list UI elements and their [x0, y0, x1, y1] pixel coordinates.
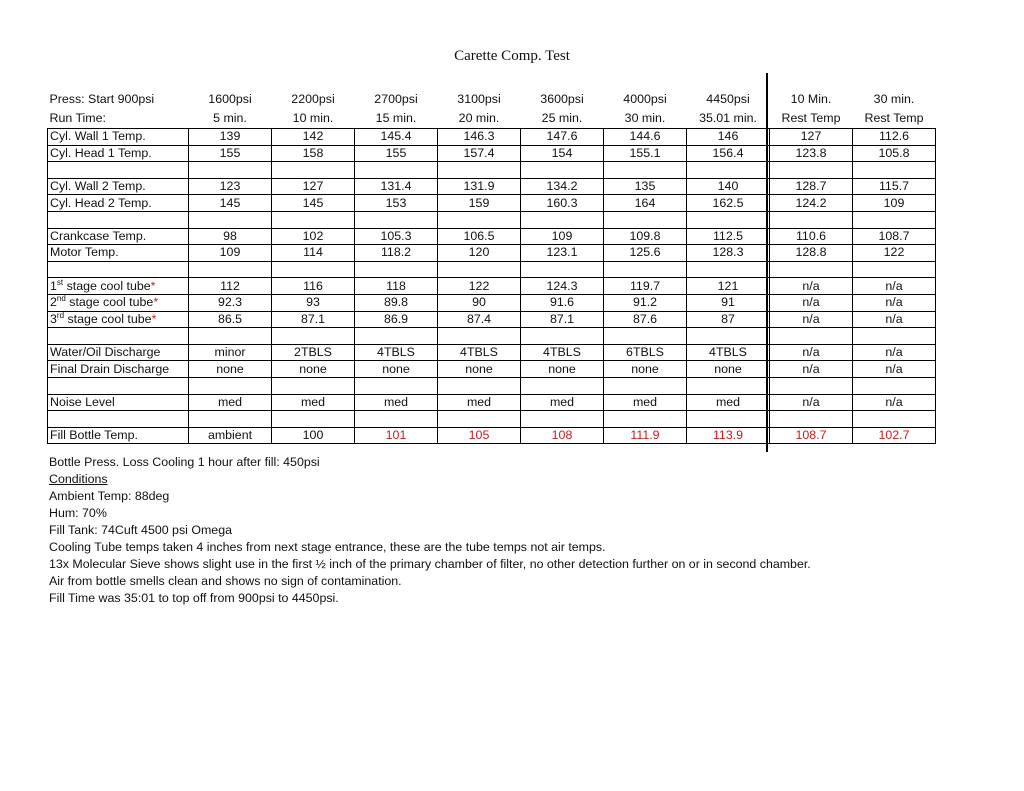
- table-cell: none: [438, 361, 521, 378]
- table-row: [48, 195, 936, 212]
- table-cell: med: [438, 394, 521, 411]
- table-cell: [853, 411, 936, 428]
- table-cell: [853, 377, 936, 394]
- table-cell: 158: [272, 145, 355, 162]
- table-cell: 100: [272, 427, 355, 444]
- table-cell: [604, 211, 687, 228]
- table-cell: 4TBLS: [521, 344, 604, 361]
- row-label: Cyl. Wall 2 Temp.: [48, 178, 189, 195]
- table-cell: 120: [438, 245, 521, 262]
- table-cell: [438, 261, 521, 278]
- table-cell: 102.7: [853, 427, 936, 444]
- table-cell: 121: [687, 278, 770, 295]
- row-label: Motor Temp.: [48, 245, 189, 262]
- row-label: Crankcase Temp.: [48, 228, 189, 245]
- table-cell: 155: [189, 145, 272, 162]
- table-row: [48, 427, 936, 444]
- note-line: Cooling Tube temps taken 4 inches from next stage entrance, these are the tube temps not air temps.: [49, 540, 606, 554]
- table-cell: med: [521, 394, 604, 411]
- table-cell: [355, 377, 438, 394]
- table-cell: 118: [355, 278, 438, 295]
- header-cell: 4000psi: [623, 92, 667, 106]
- table-cell: 153: [355, 195, 438, 212]
- table-cell: [521, 162, 604, 179]
- table-cell: n/a: [853, 294, 936, 311]
- table-cell: 112.5: [687, 228, 770, 245]
- row-label-text: stage cool tube: [63, 278, 151, 293]
- note-line: Fill Tank: 74Cuft 4500 psi Omega: [49, 523, 232, 537]
- table-cell: 146: [687, 129, 770, 146]
- table-cell: 112.6: [853, 129, 936, 146]
- table-cell: [355, 162, 438, 179]
- row-label-ordinal: nd: [56, 294, 66, 304]
- row-label: [48, 328, 189, 345]
- table-row: [48, 377, 936, 394]
- table-row: [48, 228, 936, 245]
- table-cell: 111.9: [604, 427, 687, 444]
- table-cell: 134.2: [521, 178, 604, 195]
- table-cell: [604, 162, 687, 179]
- table-cell: 124.2: [770, 195, 853, 212]
- table-cell: [853, 162, 936, 179]
- table-cell: 102: [272, 228, 355, 245]
- table-cell: [189, 328, 272, 345]
- header-cell: 3100psi: [457, 92, 501, 106]
- table-row: [48, 261, 936, 278]
- table-cell: [853, 328, 936, 345]
- table-cell: [189, 162, 272, 179]
- table-cell: [770, 211, 853, 228]
- table-cell: [438, 162, 521, 179]
- table-cell: n/a: [853, 311, 936, 328]
- table-cell: [521, 328, 604, 345]
- table-cell: 110.6: [770, 228, 853, 245]
- table-cell: [604, 377, 687, 394]
- table-cell: 87.4: [438, 311, 521, 328]
- table-row: [48, 294, 936, 311]
- table-cell: [272, 411, 355, 428]
- table-cell: n/a: [770, 361, 853, 378]
- header-label: Run Time:: [49, 111, 106, 125]
- header-cell: 20 min.: [458, 111, 500, 125]
- table-row: [48, 394, 936, 411]
- table-cell: [272, 211, 355, 228]
- table-cell: 125.6: [604, 245, 687, 262]
- table-cell: ambient: [189, 427, 272, 444]
- table-cell: 147.6: [521, 129, 604, 146]
- table-cell: [189, 261, 272, 278]
- table-cell: 116: [272, 278, 355, 295]
- table-cell: 124.3: [521, 278, 604, 295]
- table-cell: none: [604, 361, 687, 378]
- table-cell: 128.8: [770, 245, 853, 262]
- table-cell: [521, 377, 604, 394]
- table-cell: med: [604, 394, 687, 411]
- header-cell: 3600psi: [540, 92, 584, 106]
- row-label: [48, 377, 189, 394]
- table-cell: 135: [604, 178, 687, 195]
- table-cell: 128.3: [687, 245, 770, 262]
- table-row: [48, 311, 936, 328]
- row-label: Final Drain Discharge: [48, 361, 189, 378]
- table-cell: 92.3: [189, 294, 272, 311]
- table-cell: 139: [189, 129, 272, 146]
- table-cell: 109: [521, 228, 604, 245]
- row-label: Noise Level: [48, 394, 189, 411]
- header-cell: 25 min.: [541, 111, 583, 125]
- table-cell: 115.7: [853, 178, 936, 195]
- table-row: [48, 162, 936, 179]
- table-cell: [355, 411, 438, 428]
- table-cell: [272, 328, 355, 345]
- table-cell: [189, 211, 272, 228]
- header-cell: 30 min.: [624, 111, 666, 125]
- table-row: [48, 129, 936, 146]
- table-cell: 87.1: [272, 311, 355, 328]
- table-cell: 2TBLS: [272, 344, 355, 361]
- row-label: Cyl. Head 1 Temp.: [48, 145, 189, 162]
- table-cell: 106.5: [438, 228, 521, 245]
- table-cell: [272, 261, 355, 278]
- table-cell: 6TBLS: [604, 344, 687, 361]
- table-cell: none: [189, 361, 272, 378]
- table-cell: 142: [272, 129, 355, 146]
- table-cell: 108: [521, 427, 604, 444]
- table-cell: 155.1: [604, 145, 687, 162]
- table-cell: 127: [770, 129, 853, 146]
- row-label: [48, 261, 189, 278]
- table-cell: [438, 328, 521, 345]
- table-cell: 131.4: [355, 178, 438, 195]
- row-label: Water/Oil Discharge: [48, 344, 189, 361]
- table-cell: 145: [189, 195, 272, 212]
- table-cell: 144.6: [604, 129, 687, 146]
- table-cell: 118.2: [355, 245, 438, 262]
- table-cell: n/a: [853, 344, 936, 361]
- header-label: Press: Start 900psi: [49, 92, 155, 106]
- table-cell: 101: [355, 427, 438, 444]
- table-cell: [687, 162, 770, 179]
- table-cell: 114: [272, 245, 355, 262]
- table-cell: n/a: [770, 344, 853, 361]
- table-cell: 105: [438, 427, 521, 444]
- table-cell: n/a: [770, 311, 853, 328]
- document-title: Carette Comp. Test: [454, 48, 570, 64]
- footnote-asterisk: *: [151, 311, 157, 326]
- header-cell: 10 min.: [292, 111, 334, 125]
- table-cell: 128.7: [770, 178, 853, 195]
- table-cell: n/a: [853, 394, 936, 411]
- table-cell: [355, 211, 438, 228]
- table-cell: 127: [272, 178, 355, 195]
- table-cell: 108.7: [853, 228, 936, 245]
- table-cell: 113.9: [687, 427, 770, 444]
- table-cell: 109: [853, 195, 936, 212]
- table-cell: [272, 162, 355, 179]
- row-label: [48, 162, 189, 179]
- table-cell: 164: [604, 195, 687, 212]
- row-label-number: 1: [50, 278, 57, 293]
- table-cell: 105.8: [853, 145, 936, 162]
- table-cell: 145: [272, 195, 355, 212]
- table-cell: 160.3: [521, 195, 604, 212]
- note-line: Fill Time was 35:01 to top off from 900psi to 4450psi.: [49, 591, 339, 605]
- row-label: Cyl. Wall 1 Temp.: [48, 129, 189, 146]
- table-cell: 123.1: [521, 245, 604, 262]
- table-cell: 108.7: [770, 427, 853, 444]
- row-label: [48, 311, 189, 328]
- table-cell: 119.7: [604, 278, 687, 295]
- header-cell: 30 min.: [873, 92, 915, 106]
- row-label-text: stage cool tube: [65, 295, 154, 310]
- header-cell: 35.01 min.: [699, 111, 757, 125]
- table-cell: n/a: [770, 294, 853, 311]
- table-cell: 145.4: [355, 129, 438, 146]
- note-line: Air from bottle smells clean and shows no sign of contamination.: [49, 574, 402, 588]
- header-row: [48, 90, 936, 109]
- table-cell: [438, 211, 521, 228]
- table-cell: [687, 377, 770, 394]
- table-cell: [521, 211, 604, 228]
- table-cell: 159: [438, 195, 521, 212]
- table-cell: 123: [189, 178, 272, 195]
- bottle-press-loss-note: Bottle Press. Loss Cooling 1 hour after fill: 450psi: [49, 455, 320, 469]
- table-cell: [687, 211, 770, 228]
- header-cell: 10 Min.: [790, 92, 832, 106]
- table-cell: med: [272, 394, 355, 411]
- header-cell: 2200psi: [291, 92, 335, 106]
- table-cell: n/a: [853, 278, 936, 295]
- table-cell: 109.8: [604, 228, 687, 245]
- table-cell: 93: [272, 294, 355, 311]
- table-cell: 4TBLS: [438, 344, 521, 361]
- table-cell: 4TBLS: [355, 344, 438, 361]
- table-cell: 146.3: [438, 129, 521, 146]
- table-cell: [604, 328, 687, 345]
- table-cell: [770, 411, 853, 428]
- table-cell: med: [687, 394, 770, 411]
- header-cell: 15 min.: [375, 111, 417, 125]
- note-line: 13x Molecular Sieve shows slight use in the first ½ inch of the primary chamber of filter, no other detection further on or in second chamber.: [49, 557, 811, 571]
- notes-section: [49, 454, 811, 607]
- table-cell: 112: [189, 278, 272, 295]
- table-cell: [521, 261, 604, 278]
- table-cell: 109: [189, 245, 272, 262]
- footnote-asterisk: *: [150, 278, 156, 293]
- table-cell: [853, 211, 936, 228]
- table-cell: 123.8: [770, 145, 853, 162]
- table-cell: [355, 261, 438, 278]
- table-row: [48, 411, 936, 428]
- table-cell: 155: [355, 145, 438, 162]
- header-cell: 4450psi: [706, 92, 750, 106]
- header-cell: 1600psi: [208, 92, 252, 106]
- table-cell: [272, 377, 355, 394]
- row-label-text: stage cool tube: [64, 311, 152, 326]
- table-cell: [604, 261, 687, 278]
- table-cell: [687, 261, 770, 278]
- table-cell: none: [687, 361, 770, 378]
- table-row: [48, 278, 936, 295]
- header-cell: Rest Temp: [781, 111, 841, 125]
- table-cell: [770, 162, 853, 179]
- row-label-ordinal: st: [56, 277, 64, 287]
- table-cell: [770, 261, 853, 278]
- table-cell: 86.5: [189, 311, 272, 328]
- table-row: [48, 178, 936, 195]
- table-cell: med: [189, 394, 272, 411]
- table-cell: 91.2: [604, 294, 687, 311]
- row-label: [48, 278, 189, 295]
- row-label: [48, 211, 189, 228]
- table-cell: [189, 411, 272, 428]
- table-cell: 87.6: [604, 311, 687, 328]
- table-cell: [438, 411, 521, 428]
- header-cell: Rest Temp: [864, 111, 924, 125]
- header-cell: 2700psi: [374, 92, 418, 106]
- table-cell: 131.9: [438, 178, 521, 195]
- table-cell: [438, 377, 521, 394]
- table-cell: 87.1: [521, 311, 604, 328]
- row-label-ordinal: rd: [56, 311, 65, 320]
- table-cell: [687, 328, 770, 345]
- table-cell: [189, 377, 272, 394]
- table-cell: 91: [687, 294, 770, 311]
- table-cell: 86.9: [355, 311, 438, 328]
- table-cell: 122: [438, 278, 521, 295]
- table-cell: 91.6: [521, 294, 604, 311]
- table-cell: 98: [189, 228, 272, 245]
- conditions-heading: Conditions: [49, 472, 108, 486]
- row-label-number: 3: [50, 311, 57, 326]
- table-cell: 154: [521, 145, 604, 162]
- table-cell: 105.3: [355, 228, 438, 245]
- table-cell: [853, 261, 936, 278]
- table-cell: 122: [853, 245, 936, 262]
- header-row: [48, 109, 936, 129]
- table-cell: 89.8: [355, 294, 438, 311]
- note-line: Hum: 70%: [49, 506, 107, 520]
- table-cell: [770, 328, 853, 345]
- table-cell: 4TBLS: [687, 344, 770, 361]
- row-label: [48, 294, 189, 311]
- table-cell: none: [521, 361, 604, 378]
- table-cell: med: [355, 394, 438, 411]
- table-cell: none: [272, 361, 355, 378]
- table-cell: [355, 328, 438, 345]
- table-cell: minor: [189, 344, 272, 361]
- table-cell: 162.5: [687, 195, 770, 212]
- footnote-asterisk: *: [153, 295, 159, 310]
- table-cell: 157.4: [438, 145, 521, 162]
- table-row: [48, 145, 936, 162]
- table-cell: [521, 411, 604, 428]
- table-row: [48, 344, 936, 361]
- row-label: [48, 411, 189, 428]
- table-cell: n/a: [770, 394, 853, 411]
- table-row: [48, 361, 936, 378]
- table-cell: [687, 411, 770, 428]
- note-line: Ambient Temp: 88deg: [49, 489, 170, 503]
- table-row: [48, 211, 936, 228]
- table-cell: [770, 377, 853, 394]
- table-cell: n/a: [770, 278, 853, 295]
- row-label: Fill Bottle Temp.: [48, 427, 189, 444]
- table-cell: [604, 411, 687, 428]
- header-cell: 5 min.: [213, 111, 247, 125]
- compressor-test-table: [47, 90, 936, 444]
- table-cell: 140: [687, 178, 770, 195]
- table-cell: n/a: [853, 361, 936, 378]
- row-label-number: 2: [50, 295, 57, 310]
- table-cell: 90: [438, 294, 521, 311]
- table-cell: none: [355, 361, 438, 378]
- table-row: [48, 245, 936, 262]
- table-row: [48, 328, 936, 345]
- row-label: Cyl. Head 2 Temp.: [48, 195, 189, 212]
- table-cell: 156.4: [687, 145, 770, 162]
- table-cell: 87: [687, 311, 770, 328]
